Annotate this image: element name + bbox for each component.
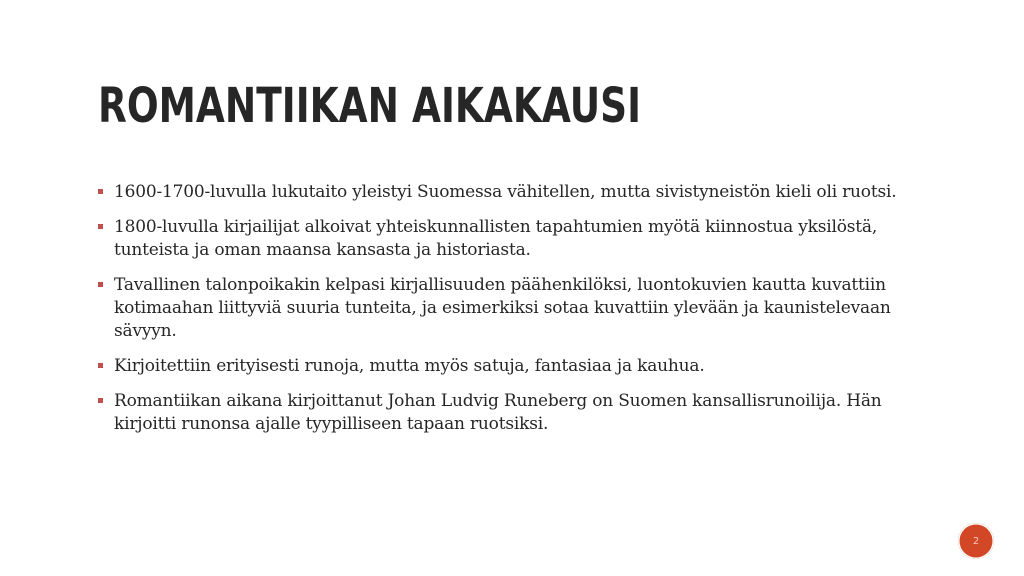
square-bullet-icon xyxy=(98,189,103,194)
bullet-text: Tavallinen talonpoikakin kelpasi kirjallisuuden päähenkilöksi, luontokuvien kautta kuvattiin kotimaahan liittyviä suuria tunteita, ja esimerkiksi sotaa kuvattiin ylevään ja kaunistelevaan sävyyn. xyxy=(114,275,891,341)
slide-number: 2 xyxy=(972,535,980,547)
bullet-item xyxy=(98,181,938,204)
square-bullet-icon xyxy=(98,398,103,403)
bullet-text: 1800-luvulla kirjailijat alkoivat yhteiskunnallisten tapahtumien myötä kiinnostua yksilöstä, tunteista ja oman maansa kansasta ja historiasta. xyxy=(114,217,878,260)
square-bullet-icon xyxy=(98,363,103,368)
bullet-text: Romantiikan aikana kirjoittanut Johan Ludvig Runeberg on Suomen kansallisrunoilija. Hän kirjoitti runonsa ajalle tyypilliseen tapaan ruotsiksi. xyxy=(114,391,882,434)
slide-title: ROMANTIIKAN AIKAKAUSI xyxy=(98,78,642,134)
square-bullet-icon xyxy=(98,224,103,229)
bullet-item xyxy=(98,390,938,436)
bullet-item xyxy=(98,216,938,262)
bullet-text: 1600-1700-luvulla lukutaito yleistyi Suomessa vähitellen, mutta sivistyneistön kieli oli ruotsi. xyxy=(114,182,897,202)
square-bullet-icon xyxy=(98,282,103,287)
slide-number-badge xyxy=(958,523,994,559)
bullet-list xyxy=(98,181,938,448)
bullet-item xyxy=(98,355,938,378)
bullet-item xyxy=(98,274,938,343)
bullet-text: Kirjoitettiin erityisesti runoja, mutta myös satuja, fantasiaa ja kauhua. xyxy=(114,356,705,376)
